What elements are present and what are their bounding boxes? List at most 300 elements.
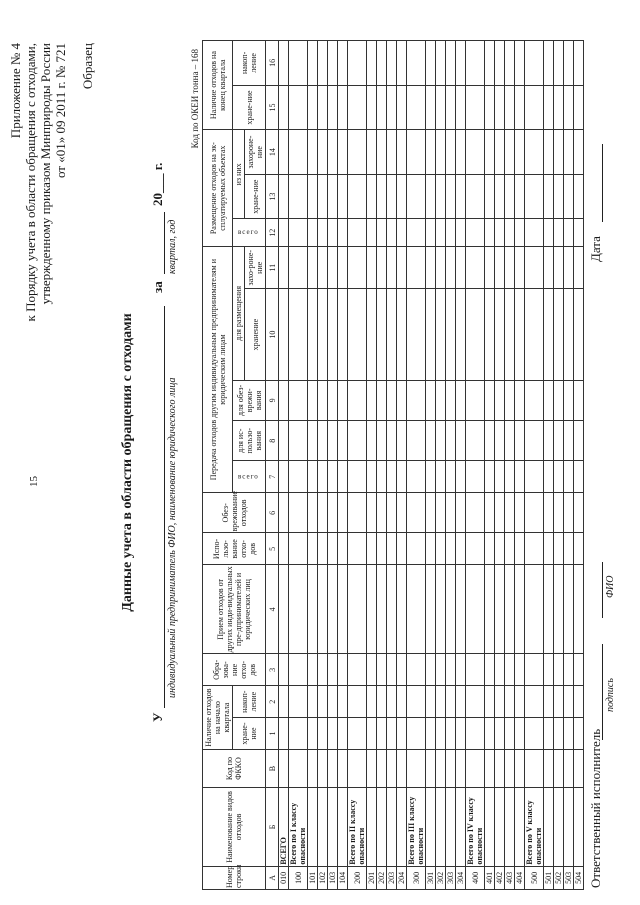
data-cell[interactable] <box>574 565 584 654</box>
data-cell[interactable] <box>515 174 525 219</box>
data-cell[interactable] <box>495 130 505 175</box>
data-cell[interactable] <box>564 686 574 718</box>
data-cell[interactable] <box>348 461 367 493</box>
data-cell[interactable] <box>505 41 515 86</box>
data-cell[interactable] <box>397 85 407 130</box>
data-cell[interactable] <box>466 654 485 686</box>
data-cell[interactable] <box>348 493 367 533</box>
data-cell[interactable] <box>397 565 407 654</box>
data-cell[interactable] <box>485 493 495 533</box>
data-cell[interactable] <box>426 41 436 86</box>
data-cell[interactable] <box>426 289 436 380</box>
data-cell[interactable] <box>407 289 426 380</box>
data-cell[interactable] <box>525 380 544 420</box>
data-cell[interactable] <box>525 533 544 565</box>
data-cell[interactable] <box>279 174 289 219</box>
data-cell[interactable] <box>377 247 387 289</box>
data-cell[interactable] <box>466 749 485 787</box>
data-cell[interactable] <box>348 718 367 750</box>
data-cell[interactable] <box>328 41 338 86</box>
data-cell[interactable] <box>397 130 407 175</box>
data-cell[interactable] <box>525 219 544 247</box>
data-cell[interactable] <box>387 686 397 718</box>
data-cell[interactable] <box>426 493 436 533</box>
data-cell[interactable] <box>495 289 505 380</box>
data-cell[interactable] <box>544 533 554 565</box>
data-cell[interactable] <box>426 718 436 750</box>
data-cell[interactable] <box>387 421 397 461</box>
data-cell[interactable] <box>348 130 367 175</box>
data-cell[interactable] <box>456 533 466 565</box>
data-cell[interactable] <box>348 380 367 420</box>
data-cell[interactable] <box>367 174 377 219</box>
data-cell[interactable] <box>328 380 338 420</box>
data-cell[interactable] <box>515 289 525 380</box>
data-cell[interactable] <box>525 718 544 750</box>
data-cell[interactable] <box>505 461 515 493</box>
data-cell[interactable] <box>289 686 308 718</box>
data-cell[interactable] <box>318 174 328 219</box>
data-cell[interactable] <box>505 421 515 461</box>
data-cell[interactable] <box>554 130 564 175</box>
data-cell[interactable] <box>377 533 387 565</box>
data-cell[interactable] <box>289 654 308 686</box>
data-cell[interactable] <box>456 219 466 247</box>
data-cell[interactable] <box>505 289 515 380</box>
data-cell[interactable] <box>485 565 495 654</box>
data-cell[interactable] <box>289 421 308 461</box>
data-cell[interactable] <box>525 565 544 654</box>
data-cell[interactable] <box>377 493 387 533</box>
data-cell[interactable] <box>308 461 318 493</box>
data-cell[interactable] <box>348 174 367 219</box>
data-cell[interactable] <box>574 380 584 420</box>
data-cell[interactable] <box>377 461 387 493</box>
data-cell[interactable] <box>544 289 554 380</box>
data-cell[interactable] <box>367 654 377 686</box>
data-cell[interactable] <box>289 174 308 219</box>
data-cell[interactable] <box>515 686 525 718</box>
data-cell[interactable] <box>367 41 377 86</box>
data-cell[interactable] <box>387 718 397 750</box>
data-cell[interactable] <box>446 686 456 718</box>
data-cell[interactable] <box>318 289 328 380</box>
data-cell[interactable] <box>554 749 564 787</box>
data-cell[interactable] <box>466 289 485 380</box>
data-cell[interactable] <box>308 85 318 130</box>
data-cell[interactable] <box>328 654 338 686</box>
data-cell[interactable] <box>387 749 397 787</box>
data-cell[interactable] <box>505 749 515 787</box>
data-cell[interactable] <box>505 380 515 420</box>
data-cell[interactable] <box>456 686 466 718</box>
data-cell[interactable] <box>485 174 495 219</box>
data-cell[interactable] <box>328 533 338 565</box>
data-cell[interactable] <box>377 749 387 787</box>
data-cell[interactable] <box>318 565 328 654</box>
data-cell[interactable] <box>387 533 397 565</box>
data-cell[interactable] <box>426 421 436 461</box>
data-cell[interactable] <box>387 380 397 420</box>
data-cell[interactable] <box>495 85 505 130</box>
data-cell[interactable] <box>318 41 328 86</box>
data-cell[interactable] <box>318 380 328 420</box>
data-cell[interactable] <box>466 718 485 750</box>
data-cell[interactable] <box>515 421 525 461</box>
data-cell[interactable] <box>544 749 554 787</box>
data-cell[interactable] <box>407 421 426 461</box>
data-cell[interactable] <box>436 130 446 175</box>
data-cell[interactable] <box>466 686 485 718</box>
data-cell[interactable] <box>397 493 407 533</box>
data-cell[interactable] <box>574 85 584 130</box>
data-cell[interactable] <box>348 289 367 380</box>
data-cell[interactable] <box>407 85 426 130</box>
data-cell[interactable] <box>308 565 318 654</box>
data-cell[interactable] <box>505 130 515 175</box>
data-cell[interactable] <box>525 686 544 718</box>
data-cell[interactable] <box>515 749 525 787</box>
data-cell[interactable] <box>348 565 367 654</box>
data-cell[interactable] <box>318 654 328 686</box>
data-cell[interactable] <box>289 749 308 787</box>
data-cell[interactable] <box>485 749 495 787</box>
data-cell[interactable] <box>564 219 574 247</box>
data-cell[interactable] <box>554 219 564 247</box>
data-cell[interactable] <box>328 686 338 718</box>
data-cell[interactable] <box>456 461 466 493</box>
data-cell[interactable] <box>564 85 574 130</box>
data-cell[interactable] <box>426 533 436 565</box>
data-cell[interactable] <box>515 219 525 247</box>
data-cell[interactable] <box>279 493 289 533</box>
data-cell[interactable] <box>328 718 338 750</box>
data-cell[interactable] <box>515 533 525 565</box>
data-cell[interactable] <box>328 247 338 289</box>
data-cell[interactable] <box>436 85 446 130</box>
data-cell[interactable] <box>466 421 485 461</box>
data-cell[interactable] <box>308 289 318 380</box>
data-cell[interactable] <box>485 41 495 86</box>
data-cell[interactable] <box>466 219 485 247</box>
data-cell[interactable] <box>308 174 318 219</box>
data-cell[interactable] <box>544 686 554 718</box>
data-cell[interactable] <box>436 493 446 533</box>
data-cell[interactable] <box>505 219 515 247</box>
data-cell[interactable] <box>397 749 407 787</box>
data-cell[interactable] <box>456 654 466 686</box>
data-cell[interactable] <box>544 219 554 247</box>
data-cell[interactable] <box>397 718 407 750</box>
data-cell[interactable] <box>436 565 446 654</box>
data-cell[interactable] <box>495 219 505 247</box>
data-cell[interactable] <box>485 461 495 493</box>
data-cell[interactable] <box>495 654 505 686</box>
data-cell[interactable] <box>495 749 505 787</box>
data-cell[interactable] <box>436 174 446 219</box>
data-cell[interactable] <box>367 565 377 654</box>
data-cell[interactable] <box>466 380 485 420</box>
data-cell[interactable] <box>367 533 377 565</box>
data-cell[interactable] <box>338 421 348 461</box>
data-cell[interactable] <box>407 718 426 750</box>
data-cell[interactable] <box>456 493 466 533</box>
data-cell[interactable] <box>328 461 338 493</box>
data-cell[interactable] <box>554 289 564 380</box>
data-cell[interactable] <box>328 289 338 380</box>
data-cell[interactable] <box>397 533 407 565</box>
data-cell[interactable] <box>436 686 446 718</box>
data-cell[interactable] <box>554 421 564 461</box>
data-cell[interactable] <box>387 565 397 654</box>
data-cell[interactable] <box>407 219 426 247</box>
data-cell[interactable] <box>446 380 456 420</box>
data-cell[interactable] <box>554 493 564 533</box>
data-cell[interactable] <box>387 247 397 289</box>
data-cell[interactable] <box>367 718 377 750</box>
data-cell[interactable] <box>426 85 436 130</box>
data-cell[interactable] <box>495 686 505 718</box>
data-cell[interactable] <box>485 219 495 247</box>
data-cell[interactable] <box>574 533 584 565</box>
data-cell[interactable] <box>446 493 456 533</box>
data-cell[interactable] <box>426 565 436 654</box>
data-cell[interactable] <box>456 174 466 219</box>
data-cell[interactable] <box>318 130 328 175</box>
data-cell[interactable] <box>289 718 308 750</box>
data-cell[interactable] <box>446 533 456 565</box>
data-cell[interactable] <box>279 247 289 289</box>
data-cell[interactable] <box>426 654 436 686</box>
data-cell[interactable] <box>338 565 348 654</box>
data-cell[interactable] <box>544 461 554 493</box>
data-cell[interactable] <box>446 289 456 380</box>
data-cell[interactable] <box>328 219 338 247</box>
data-cell[interactable] <box>574 493 584 533</box>
data-cell[interactable] <box>446 749 456 787</box>
data-cell[interactable] <box>505 493 515 533</box>
data-cell[interactable] <box>318 219 328 247</box>
data-cell[interactable] <box>397 380 407 420</box>
data-cell[interactable] <box>407 41 426 86</box>
data-cell[interactable] <box>328 565 338 654</box>
data-cell[interactable] <box>544 565 554 654</box>
data-cell[interactable] <box>515 41 525 86</box>
data-cell[interactable] <box>495 565 505 654</box>
data-cell[interactable] <box>525 493 544 533</box>
data-cell[interactable] <box>505 686 515 718</box>
data-cell[interactable] <box>407 380 426 420</box>
data-cell[interactable] <box>377 421 387 461</box>
data-cell[interactable] <box>318 718 328 750</box>
data-cell[interactable] <box>377 219 387 247</box>
data-cell[interactable] <box>495 247 505 289</box>
data-cell[interactable] <box>436 718 446 750</box>
data-cell[interactable] <box>456 130 466 175</box>
data-cell[interactable] <box>397 41 407 86</box>
data-cell[interactable] <box>466 461 485 493</box>
data-cell[interactable] <box>289 289 308 380</box>
data-cell[interactable] <box>505 85 515 130</box>
data-cell[interactable] <box>348 654 367 686</box>
data-cell[interactable] <box>387 289 397 380</box>
data-cell[interactable] <box>466 533 485 565</box>
data-cell[interactable] <box>554 461 564 493</box>
data-cell[interactable] <box>407 130 426 175</box>
data-cell[interactable] <box>505 654 515 686</box>
data-cell[interactable] <box>456 41 466 86</box>
data-cell[interactable] <box>446 247 456 289</box>
data-cell[interactable] <box>387 85 397 130</box>
data-cell[interactable] <box>338 461 348 493</box>
data-cell[interactable] <box>397 174 407 219</box>
data-cell[interactable] <box>377 686 387 718</box>
data-cell[interactable] <box>426 380 436 420</box>
data-cell[interactable] <box>544 718 554 750</box>
date-field[interactable] <box>602 144 603 222</box>
data-cell[interactable] <box>564 493 574 533</box>
data-cell[interactable] <box>456 565 466 654</box>
data-cell[interactable] <box>397 461 407 493</box>
data-cell[interactable] <box>387 461 397 493</box>
data-cell[interactable] <box>377 130 387 175</box>
data-cell[interactable] <box>495 493 505 533</box>
data-cell[interactable] <box>289 41 308 86</box>
data-cell[interactable] <box>446 174 456 219</box>
data-cell[interactable] <box>485 654 495 686</box>
data-cell[interactable] <box>289 493 308 533</box>
data-cell[interactable] <box>436 219 446 247</box>
data-cell[interactable] <box>446 461 456 493</box>
data-cell[interactable] <box>377 85 387 130</box>
data-cell[interactable] <box>436 247 446 289</box>
data-cell[interactable] <box>485 247 495 289</box>
data-cell[interactable] <box>367 461 377 493</box>
data-cell[interactable] <box>515 718 525 750</box>
data-cell[interactable] <box>328 130 338 175</box>
data-cell[interactable] <box>377 41 387 86</box>
data-cell[interactable] <box>279 533 289 565</box>
data-cell[interactable] <box>377 565 387 654</box>
data-cell[interactable] <box>574 41 584 86</box>
data-cell[interactable] <box>574 654 584 686</box>
data-cell[interactable] <box>485 718 495 750</box>
data-cell[interactable] <box>495 533 505 565</box>
data-cell[interactable] <box>446 654 456 686</box>
data-cell[interactable] <box>574 718 584 750</box>
data-cell[interactable] <box>426 686 436 718</box>
data-cell[interactable] <box>407 565 426 654</box>
data-cell[interactable] <box>436 461 446 493</box>
data-cell[interactable] <box>407 247 426 289</box>
data-cell[interactable] <box>436 421 446 461</box>
data-cell[interactable] <box>397 421 407 461</box>
data-cell[interactable] <box>485 85 495 130</box>
data-cell[interactable] <box>328 174 338 219</box>
data-cell[interactable] <box>289 533 308 565</box>
data-cell[interactable] <box>387 130 397 175</box>
data-cell[interactable] <box>318 421 328 461</box>
data-cell[interactable] <box>485 533 495 565</box>
data-cell[interactable] <box>328 749 338 787</box>
data-cell[interactable] <box>279 85 289 130</box>
data-cell[interactable] <box>564 174 574 219</box>
subject-name-field[interactable] <box>164 306 165 708</box>
data-cell[interactable] <box>308 749 318 787</box>
data-cell[interactable] <box>279 41 289 86</box>
data-cell[interactable] <box>525 421 544 461</box>
data-cell[interactable] <box>544 654 554 686</box>
data-cell[interactable] <box>318 247 328 289</box>
data-cell[interactable] <box>279 654 289 686</box>
data-cell[interactable] <box>456 718 466 750</box>
data-cell[interactable] <box>515 493 525 533</box>
data-cell[interactable] <box>574 461 584 493</box>
data-cell[interactable] <box>338 380 348 420</box>
data-cell[interactable] <box>574 219 584 247</box>
data-cell[interactable] <box>387 219 397 247</box>
data-cell[interactable] <box>446 130 456 175</box>
data-cell[interactable] <box>338 749 348 787</box>
data-cell[interactable] <box>308 130 318 175</box>
data-cell[interactable] <box>367 130 377 175</box>
data-cell[interactable] <box>505 565 515 654</box>
data-cell[interactable] <box>446 41 456 86</box>
data-cell[interactable] <box>436 380 446 420</box>
data-cell[interactable] <box>456 421 466 461</box>
data-cell[interactable] <box>466 493 485 533</box>
data-cell[interactable] <box>407 493 426 533</box>
data-cell[interactable] <box>574 421 584 461</box>
data-cell[interactable] <box>289 85 308 130</box>
data-cell[interactable] <box>574 247 584 289</box>
data-cell[interactable] <box>574 174 584 219</box>
data-cell[interactable] <box>348 749 367 787</box>
data-cell[interactable] <box>308 247 318 289</box>
data-cell[interactable] <box>446 219 456 247</box>
data-cell[interactable] <box>554 565 564 654</box>
data-cell[interactable] <box>338 219 348 247</box>
data-cell[interactable] <box>554 41 564 86</box>
data-cell[interactable] <box>279 565 289 654</box>
data-cell[interactable] <box>426 174 436 219</box>
data-cell[interactable] <box>564 749 574 787</box>
data-cell[interactable] <box>554 654 564 686</box>
data-cell[interactable] <box>426 219 436 247</box>
data-cell[interactable] <box>279 461 289 493</box>
data-cell[interactable] <box>338 174 348 219</box>
data-cell[interactable] <box>564 289 574 380</box>
data-cell[interactable] <box>515 380 525 420</box>
data-cell[interactable] <box>367 380 377 420</box>
data-cell[interactable] <box>436 749 446 787</box>
data-cell[interactable] <box>289 380 308 420</box>
data-cell[interactable] <box>308 533 318 565</box>
data-cell[interactable] <box>564 41 574 86</box>
data-cell[interactable] <box>554 533 564 565</box>
data-cell[interactable] <box>367 686 377 718</box>
fio-field[interactable] <box>602 562 603 618</box>
data-cell[interactable] <box>338 493 348 533</box>
data-cell[interactable] <box>397 219 407 247</box>
data-cell[interactable] <box>515 85 525 130</box>
data-cell[interactable] <box>466 565 485 654</box>
data-cell[interactable] <box>328 85 338 130</box>
data-cell[interactable] <box>525 461 544 493</box>
data-cell[interactable] <box>279 749 289 787</box>
data-cell[interactable] <box>289 461 308 493</box>
data-cell[interactable] <box>308 493 318 533</box>
